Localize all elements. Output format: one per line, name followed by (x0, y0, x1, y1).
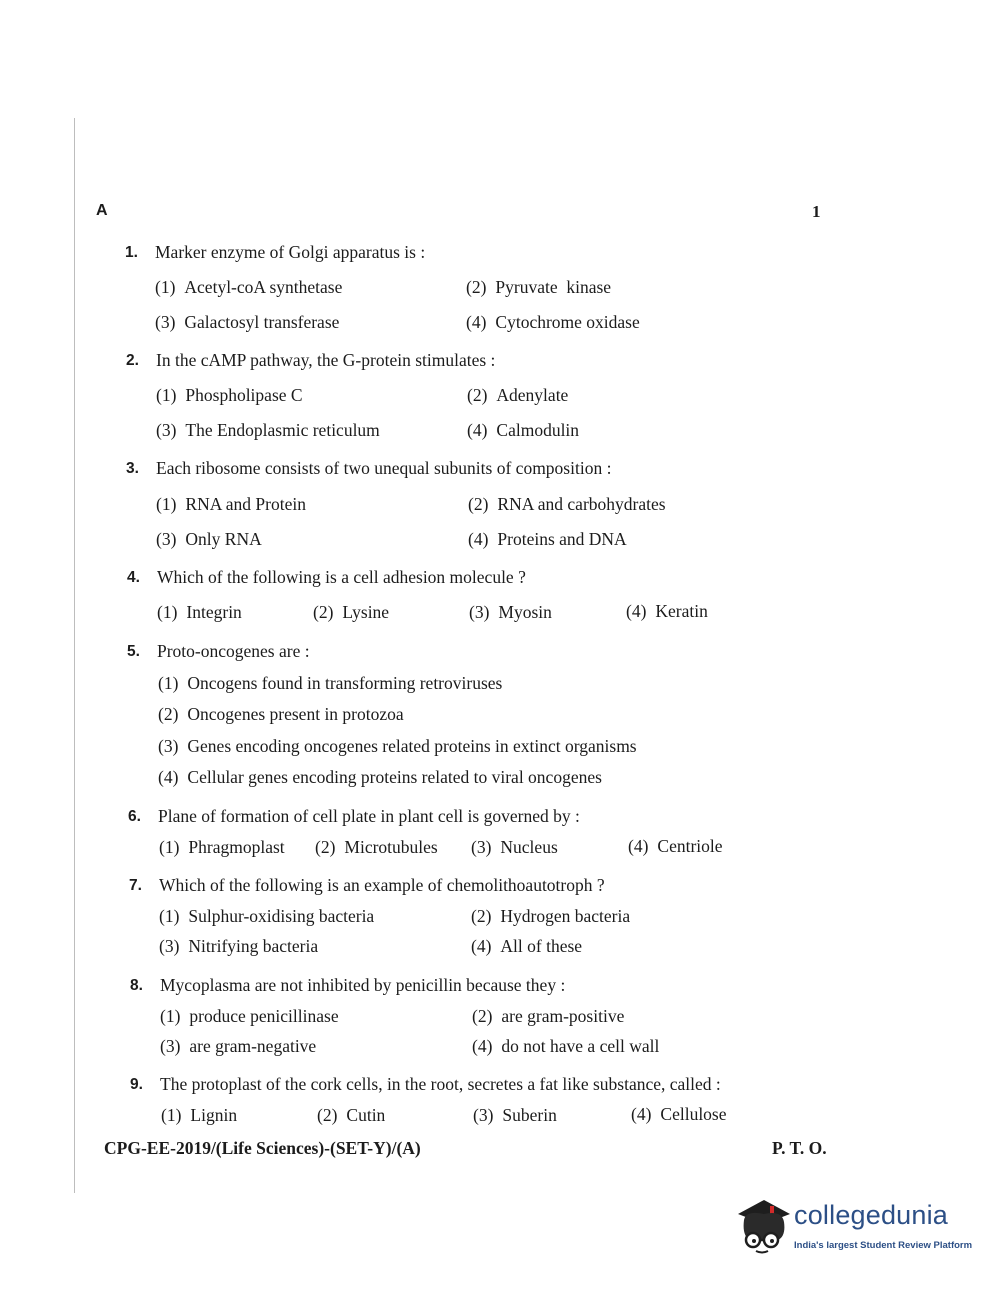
option-2: (2) Hydrogen bacteria (471, 906, 631, 926)
option-4: (4) Keratin (626, 601, 708, 621)
option-3: (3) Nitrifying bacteria (159, 936, 319, 956)
option-1: (1) produce penicillinase (160, 1006, 339, 1026)
question-number: 3. (126, 460, 139, 477)
option-2: (2) RNA and carbohydrates (468, 494, 666, 514)
option-1: (1) Sulphur-oxidising bacteria (159, 906, 375, 926)
option-2: (2) Pyruvate kinase (466, 277, 612, 297)
question-text: Which of the following is an example of chemolithoautotroph ? (159, 875, 605, 895)
option-4: (4) do not have a cell wall (472, 1036, 660, 1056)
question-number: 6. (128, 808, 141, 825)
option-1: (1) RNA and Protein (156, 494, 306, 514)
page-number: 1 (812, 202, 821, 221)
margin-line (74, 118, 75, 1193)
option-4: (4) All of these (471, 936, 583, 956)
question-text: Proto-oncogenes are : (157, 641, 310, 661)
question-text: Which of the following is a cell adhesion molecule ? (157, 567, 526, 587)
graduate-mascot-icon (734, 1196, 792, 1256)
question-text: Mycoplasma are not inhibited by penicillin because they : (160, 975, 566, 995)
question-number: 8. (130, 977, 143, 994)
collegedunia-watermark (734, 1196, 973, 1258)
brand-tagline: India's largest Student Review Platform (794, 1240, 973, 1251)
question-number: 5. (127, 643, 140, 660)
option-3: (3) Nucleus (471, 837, 558, 857)
paper-code: CPG-EE-2019/(Life Sciences)-(SET-Y)/(A) (104, 1138, 421, 1158)
question-number: 4. (127, 569, 140, 586)
option-4: (4) Cellulose (631, 1104, 727, 1124)
question-text: Each ribosome consists of two unequal subunits of composition : (156, 458, 612, 478)
option-2: (2) are gram-positive (472, 1006, 625, 1026)
option-1: (1) Phospholipase C (156, 385, 303, 405)
option-4: (4) Proteins and DNA (468, 529, 627, 549)
question-number: 1. (125, 244, 138, 261)
option-4: (4) Cytochrome oxidase (466, 312, 640, 332)
option-3: (3) Suberin (473, 1105, 557, 1125)
pto-label: P. T. O. (772, 1138, 827, 1158)
option-1: (1) Oncogens found in transforming retroviruses (158, 673, 503, 693)
option-1: (1) Acetyl-coA synthetase (155, 277, 343, 297)
option-1: (1) Integrin (157, 602, 242, 622)
option-2: (2) Adenylate (467, 385, 569, 405)
option-2: (2) Lysine (313, 602, 390, 622)
option-4: (4) Cellular genes encoding proteins related to viral oncogenes (158, 767, 602, 787)
option-2: (2) Cutin (317, 1105, 386, 1125)
question-number: 7. (129, 877, 142, 894)
option-3: (3) are gram-negative (160, 1036, 317, 1056)
question-text: Plane of formation of cell plate in plant cell is governed by : (158, 806, 580, 826)
option-4: (4) Calmodulin (467, 420, 580, 440)
option-1: (1) Lignin (161, 1105, 238, 1125)
question-text: The protoplast of the cork cells, in the root, secretes a fat like substance, called : (160, 1074, 721, 1094)
option-3: (3) Galactosyl transferase (155, 312, 340, 332)
option-2: (2) Microtubules (315, 837, 438, 857)
option-4: (4) Centriole (628, 836, 723, 856)
option-3: (3) Only RNA (156, 529, 262, 549)
set-letter: A (96, 202, 108, 219)
brand-name: collegedunia (794, 1200, 949, 1230)
option-3: (3) The Endoplasmic reticulum (156, 420, 380, 440)
question-number: 2. (126, 352, 139, 369)
option-2: (2) Oncogenes present in protozoa (158, 704, 404, 724)
question-text: In the cAMP pathway, the G-protein stimulates : (156, 350, 496, 370)
option-3: (3) Myosin (469, 602, 552, 622)
question-number: 9. (130, 1076, 143, 1093)
option-1: (1) Phragmoplast (159, 837, 285, 857)
question-text: Marker enzyme of Golgi apparatus is : (155, 242, 426, 262)
option-3: (3) Genes encoding oncogenes related proteins in extinct organisms (158, 736, 637, 756)
